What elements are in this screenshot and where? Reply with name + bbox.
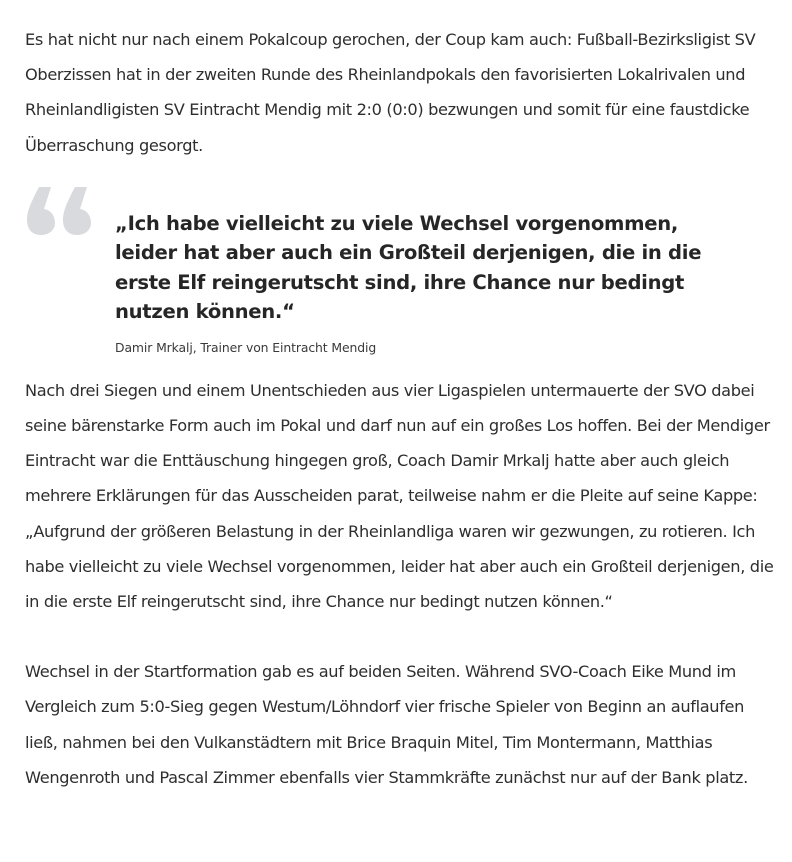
pull-quote: [25, 189, 780, 373]
paragraph-intro: Es hat nicht nur nach einem Pokalcoup gerochen, der Coup kam auch: Fußball-Bezirksligist SV Oberzissen hat in der zweiten Runde des Rheinlandpokals den favorisierten Lokalrivalen und Rheinlandligisten SV Eintracht Mendig mit 2:0 (0:0) bezwungen und somit für eine faustdicke Überraschung gesorgt.: [25, 30, 756, 155]
quote-text: „Ich habe vielleicht zu viele Wechsel vorgenommen, leider hat aber auch ein Großteil derjenigen, die in die erste Elf reingerutscht sind, ihre Chance nur bedingt nutzen können.“: [115, 211, 702, 324]
quote-source: Damir Mrkalj, Trainer von Eintracht Mendig: [115, 339, 377, 355]
paragraph-lineup: Wechsel in der Startformation gab es auf beiden Seiten. Während SVO-Coach Eike Mund im Vergleich zum 5:0-Sieg gegen Westum/Löhndorf vier frische Spieler von Beginn an auflaufen ließ, nahmen bei den Vulkanstädtern mit Brice Braquin Mitel, Tim Montermann, Matthias Wengenroth und Pascal Zimmer ebenfalls vier Stammkräfte zunächst nur auf der Bank platz.: [25, 662, 748, 787]
paragraph-body: Nach drei Siegen und einem Unentschieden aus vier Ligaspielen untermauerte der SVO dabei seine bärenstarke Form auch im Pokal und darf nun auf ein großes Los hoffen. Bei der Mendiger Eintracht war die Enttäuschung hingegen groß, Coach Damir Mrkalj hatte aber auch gleich mehrere Erklärungen für das Ausscheiden parat, teilweise nahm er die Pleite auf seine Kappe: „Aufgrund der größeren Belastung in der Rheinlandliga waren wir gezwungen, zu rotieren. Ich habe vielleicht zu viele Wechsel vorgenommen, leider hat aber auch ein Großteil derjenigen, die in die erste Elf reingerutscht sind, ihre Chance nur bedingt nutzen können.“: [25, 380, 774, 612]
quote-icon: [25, 185, 93, 235]
article-body: [25, 22, 780, 795]
